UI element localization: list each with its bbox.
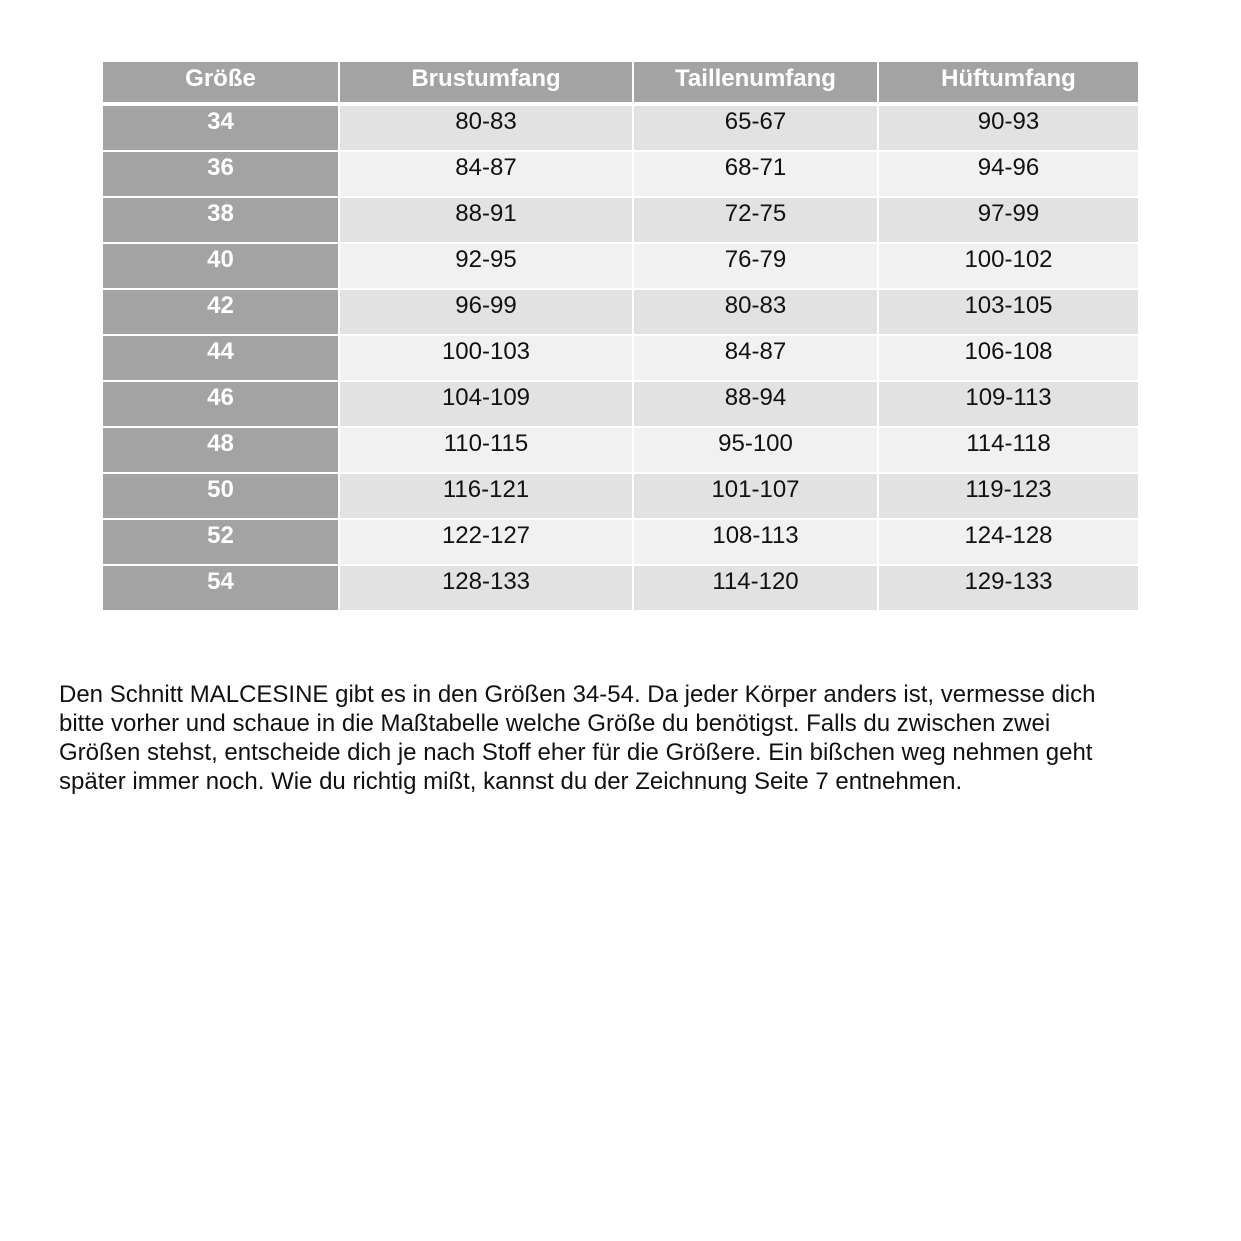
table-row (103, 152, 1138, 198)
size-cell: 36 (103, 152, 340, 198)
table-row (103, 520, 1138, 566)
size-cell: 48 (103, 428, 340, 474)
taillenumfang-cell: 84-87 (634, 336, 879, 382)
note-line: Den Schnitt MALCESINE gibt es in den Größen 34-54. Da jeder Körper anders ist, vermesse dich (59, 681, 1096, 708)
taillenumfang-cell: 101-107 (634, 474, 879, 520)
hueftumfang-cell: 106-108 (879, 336, 1138, 382)
hueftumfang-cell: 94-96 (879, 152, 1138, 198)
taillenumfang-cell: 68-71 (634, 152, 879, 198)
hueftumfang-cell: 114-118 (879, 428, 1138, 474)
hueftumfang-cell: 90-93 (879, 106, 1138, 152)
taillenumfang-cell: 114-120 (634, 566, 879, 612)
table-row (103, 198, 1138, 244)
hueftumfang-cell: 100-102 (879, 244, 1138, 290)
size-cell: 38 (103, 198, 340, 244)
taillenumfang-cell: 95-100 (634, 428, 879, 474)
hueftumfang-cell: 109-113 (879, 382, 1138, 428)
note-line: später immer noch. Wie du richtig mißt, kannst du der Zeichnung Seite 7 entnehmen. (59, 768, 963, 795)
taillenumfang-cell: 65-67 (634, 106, 879, 152)
taillenumfang-cell: 72-75 (634, 198, 879, 244)
size-cell: 42 (103, 290, 340, 336)
size-cell: 54 (103, 566, 340, 612)
taillenumfang-cell: 80-83 (634, 290, 879, 336)
taillenumfang-cell: 76-79 (634, 244, 879, 290)
table-body (103, 106, 1138, 612)
brustumfang-cell: 92-95 (340, 244, 634, 290)
brustumfang-cell: 116-121 (340, 474, 634, 520)
note-line: Größen stehst, entscheide dich je nach Stoff eher für die Größere. Ein bißchen weg nehmen geht (59, 739, 1093, 766)
header-taillenumfang: Taillenumfang (634, 62, 879, 106)
size-note (59, 680, 1179, 796)
header-brustumfang: Brustumfang (340, 62, 634, 106)
table-row (103, 290, 1138, 336)
size-cell: 44 (103, 336, 340, 382)
hueftumfang-cell: 124-128 (879, 520, 1138, 566)
header-hueftumfang: Hüftumfang (879, 62, 1138, 106)
brustumfang-cell: 80-83 (340, 106, 634, 152)
taillenumfang-cell: 88-94 (634, 382, 879, 428)
table-row (103, 428, 1138, 474)
brustumfang-cell: 84-87 (340, 152, 634, 198)
size-cell: 34 (103, 106, 340, 152)
size-cell: 52 (103, 520, 340, 566)
brustumfang-cell: 100-103 (340, 336, 634, 382)
table-row (103, 106, 1138, 152)
size-cell: 46 (103, 382, 340, 428)
table-row (103, 244, 1138, 290)
header-groesse: Größe (103, 62, 340, 106)
table-row (103, 336, 1138, 382)
brustumfang-cell: 88-91 (340, 198, 634, 244)
brustumfang-cell: 128-133 (340, 566, 634, 612)
hueftumfang-cell: 119-123 (879, 474, 1138, 520)
taillenumfang-cell: 108-113 (634, 520, 879, 566)
brustumfang-cell: 104-109 (340, 382, 634, 428)
note-line: bitte vorher und schaue in die Maßtabelle welche Größe du benötigst. Falls du zwischen zwei (59, 710, 1051, 737)
brustumfang-cell: 122-127 (340, 520, 634, 566)
table-header-row (103, 62, 1138, 106)
size-cell: 40 (103, 244, 340, 290)
size-table (103, 62, 1138, 612)
hueftumfang-cell: 129-133 (879, 566, 1138, 612)
hueftumfang-cell: 103-105 (879, 290, 1138, 336)
table-row (103, 566, 1138, 612)
size-cell: 50 (103, 474, 340, 520)
brustumfang-cell: 96-99 (340, 290, 634, 336)
table-row (103, 382, 1138, 428)
brustumfang-cell: 110-115 (340, 428, 634, 474)
hueftumfang-cell: 97-99 (879, 198, 1138, 244)
table-row (103, 474, 1138, 520)
